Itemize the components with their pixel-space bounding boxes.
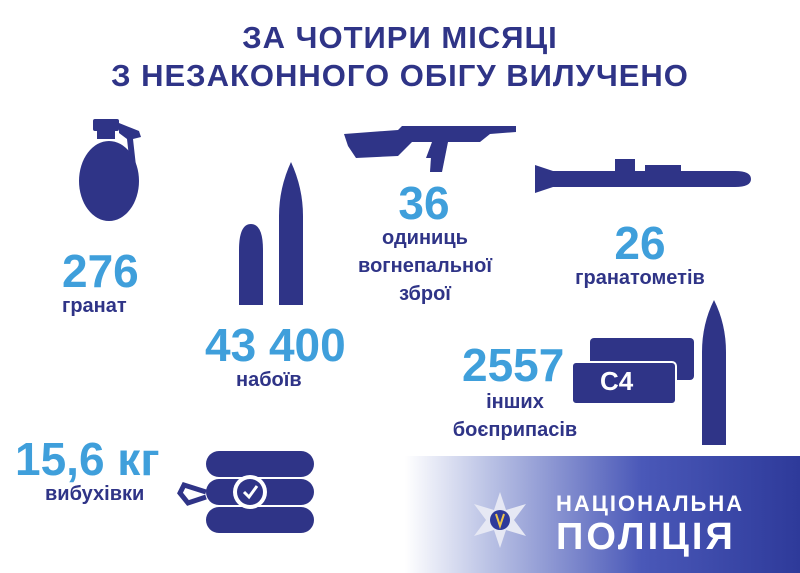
ammo-label-2: боєприпасів <box>452 419 578 441</box>
firearms-value: 36 <box>398 177 450 229</box>
firearms-label-2: вогнепальної <box>358 255 492 277</box>
footer-police-line2: ПОЛІЦІЯ <box>556 516 736 558</box>
c4-badge: C4 <box>600 366 634 396</box>
grenades-label: гранат <box>62 295 127 317</box>
title-line-1: ЗА ЧОТИРИ МІСЯЦІ <box>242 20 558 55</box>
rifle-icon <box>340 120 520 175</box>
footer-police-line1: НАЦІОНАЛЬНА <box>556 491 745 516</box>
firearms-label-1: одиниць <box>382 227 468 249</box>
title-line-2: З НЕЗАКОННОГО ОБІГУ ВИЛУЧЕНО <box>111 58 689 93</box>
rounds-value: 43 400 <box>205 319 346 371</box>
explosives-value: 15,6 кг <box>15 433 160 485</box>
ammo-label-1: інших <box>486 391 544 413</box>
ammo-value: 2557 <box>462 339 565 391</box>
firearms-label-3: зброї <box>399 283 451 305</box>
launchers-value: 26 <box>614 217 666 269</box>
grenades-value: 276 <box>62 245 139 297</box>
grenade-icon <box>75 115 155 225</box>
grenade-launcher-icon <box>535 155 755 195</box>
police-badge-icon <box>470 490 530 550</box>
dynamite-timer-icon <box>178 445 323 540</box>
explosives-label: вибухівки <box>45 483 145 505</box>
rounds-label: набоїв <box>236 369 302 391</box>
bullets-icon <box>235 160 315 305</box>
launchers-label: гранатометів <box>575 267 705 289</box>
